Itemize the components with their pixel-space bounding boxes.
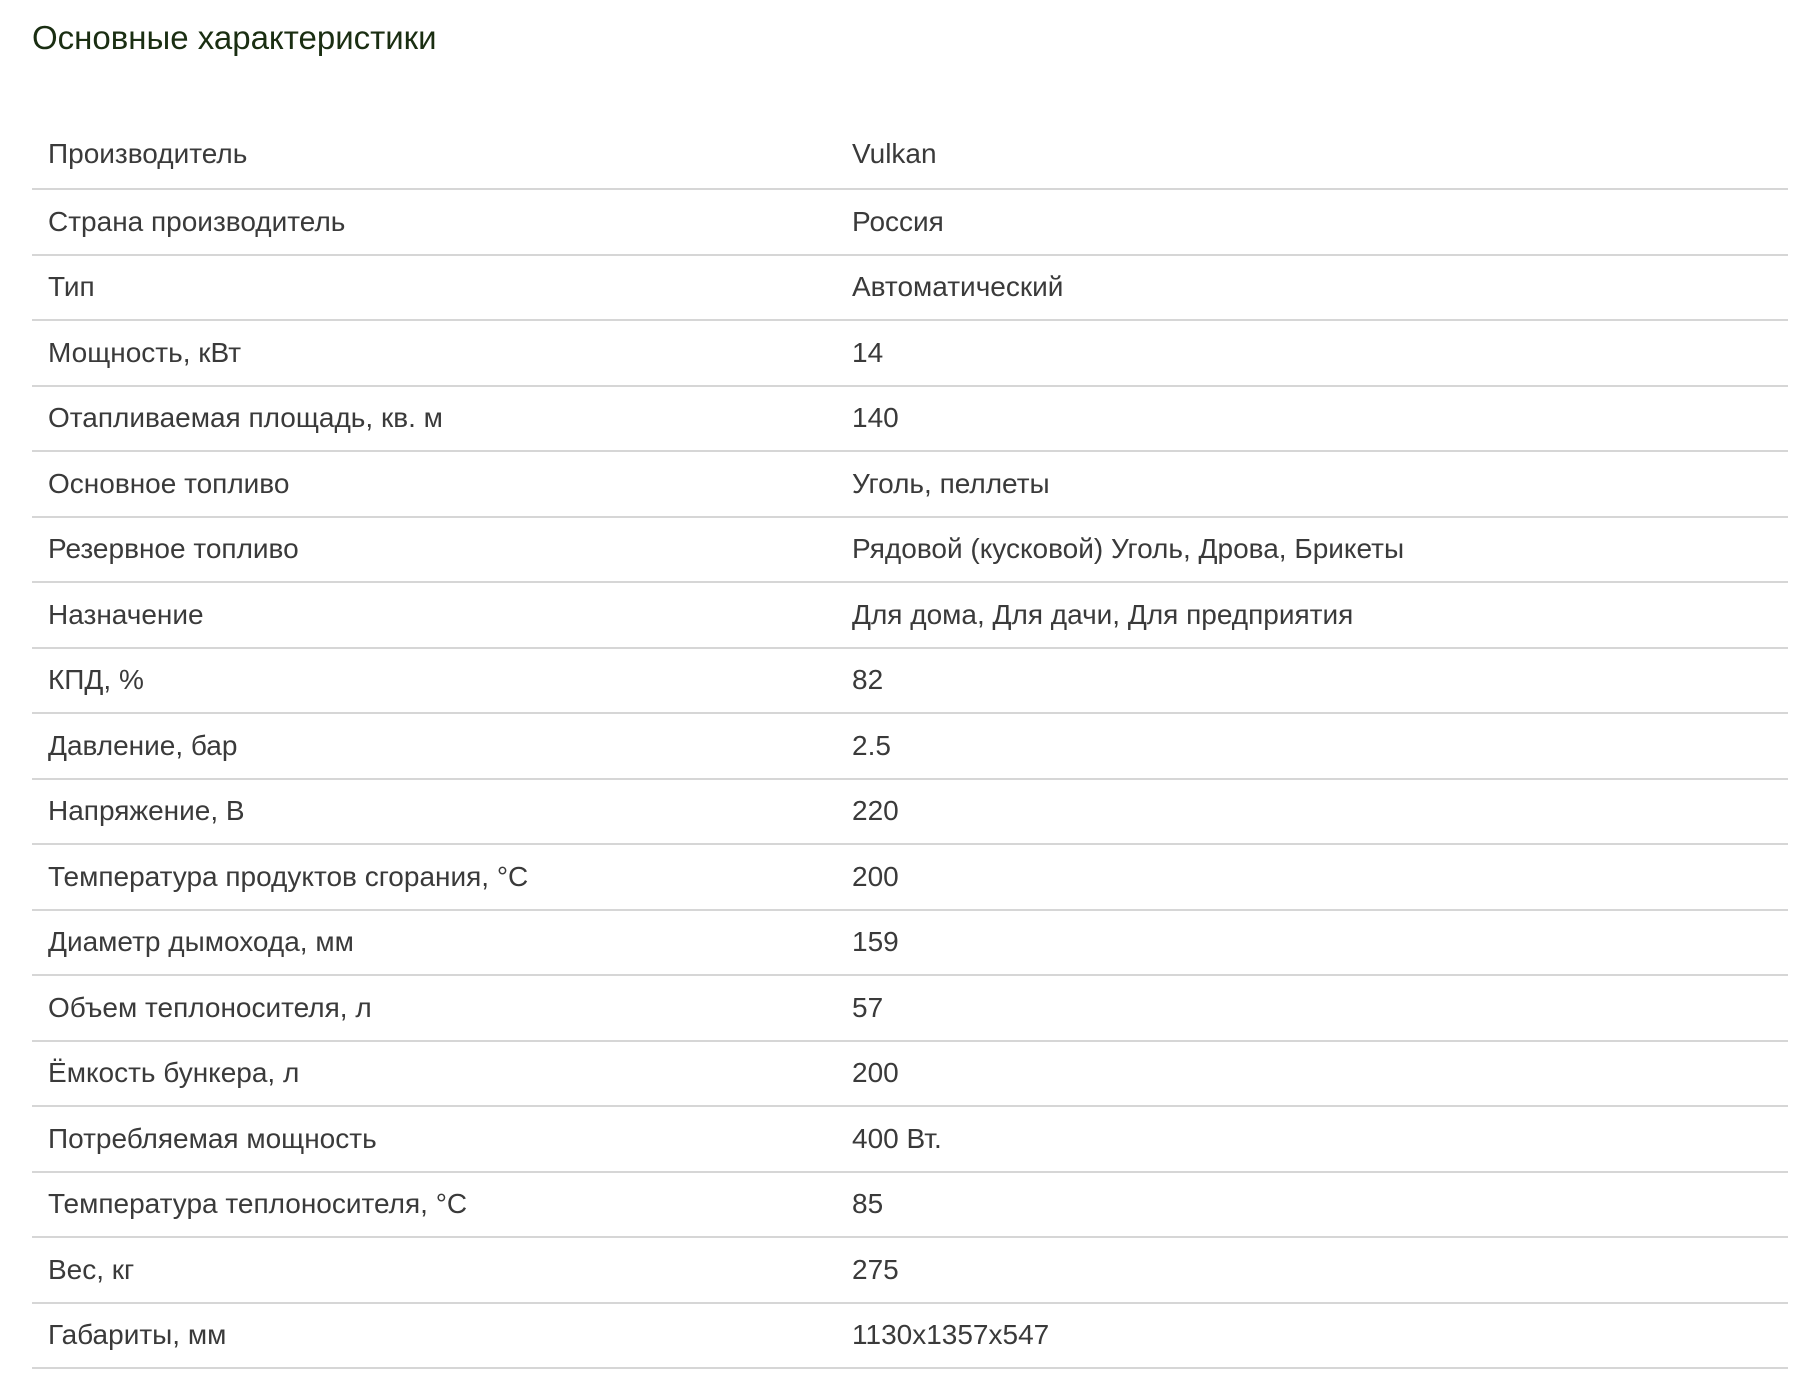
spec-value: 400 Вт. bbox=[852, 1122, 942, 1154]
spec-row bbox=[32, 976, 1788, 1042]
spec-label: Температура продуктов сгорания, °С bbox=[48, 860, 529, 892]
spec-value: Для дома, Для дачи, Для предприятия bbox=[852, 598, 1354, 630]
spec-label: Страна производитель bbox=[48, 205, 346, 237]
spec-row bbox=[32, 321, 1788, 387]
spec-label: КПД, % bbox=[48, 664, 144, 696]
spec-label: Резервное топливо bbox=[48, 533, 299, 565]
spec-value: Уголь, пеллеты bbox=[852, 467, 1050, 499]
spec-value: Рядовой (кусковой) Уголь, Дрова, Брикеты bbox=[852, 533, 1405, 565]
spec-value: 82 bbox=[852, 664, 884, 696]
spec-label: Назначение bbox=[48, 598, 204, 630]
spec-label: Объем теплоносителя, л bbox=[48, 991, 372, 1023]
spec-row bbox=[32, 583, 1788, 649]
spec-row bbox=[32, 256, 1788, 322]
spec-row bbox=[32, 387, 1788, 453]
spec-label: Диаметр дымохода, мм bbox=[48, 926, 354, 958]
spec-label: Ёмкость бункера, л bbox=[48, 1057, 300, 1089]
spec-row bbox=[32, 780, 1788, 846]
spec-value: 200 bbox=[852, 1057, 899, 1089]
spec-value: 1130x1357x547 bbox=[852, 1319, 1050, 1351]
spec-value: 159 bbox=[852, 926, 899, 958]
spec-row bbox=[32, 452, 1788, 518]
spec-row bbox=[32, 911, 1788, 977]
spec-row bbox=[32, 1238, 1788, 1304]
spec-label: Отапливаемая площадь, кв. м bbox=[48, 402, 443, 434]
spec-label: Мощность, кВт bbox=[48, 336, 242, 368]
spec-value: Vulkan bbox=[852, 138, 937, 169]
spec-value: 2.5 bbox=[852, 729, 891, 761]
spec-label: Основное топливо bbox=[48, 467, 290, 499]
spec-row bbox=[32, 190, 1788, 256]
spec-value: Россия bbox=[852, 205, 944, 237]
spec-value: 85 bbox=[852, 1188, 884, 1220]
spec-row bbox=[32, 1042, 1788, 1108]
spec-label: Давление, бар bbox=[48, 729, 238, 761]
spec-value: 14 bbox=[852, 336, 884, 368]
spec-value: 220 bbox=[852, 795, 899, 827]
spec-row bbox=[32, 1173, 1788, 1239]
spec-row bbox=[32, 518, 1788, 584]
spec-row bbox=[32, 1304, 1788, 1370]
spec-row bbox=[32, 714, 1788, 780]
specs-section bbox=[32, 0, 1788, 1369]
section-title: Основные характеристики bbox=[32, 19, 437, 56]
spec-label: Напряжение, В bbox=[48, 795, 245, 827]
spec-label: Потребляемая мощность bbox=[48, 1122, 377, 1154]
spec-value: 140 bbox=[852, 402, 899, 434]
spec-row bbox=[32, 1107, 1788, 1173]
spec-label: Температура теплоносителя, °С bbox=[48, 1188, 468, 1220]
spec-value: 57 bbox=[852, 991, 884, 1023]
spec-value: 200 bbox=[852, 860, 899, 892]
spec-value: Автоматический bbox=[852, 271, 1064, 303]
spec-label: Тип bbox=[48, 271, 95, 303]
spec-row bbox=[32, 845, 1788, 911]
spec-value: 275 bbox=[852, 1253, 899, 1285]
spec-label: Габариты, мм bbox=[48, 1319, 227, 1351]
spec-row bbox=[32, 649, 1788, 715]
spec-row bbox=[32, 134, 1788, 190]
spec-label: Вес, кг bbox=[48, 1253, 135, 1285]
spec-table bbox=[32, 134, 1788, 1369]
spec-label: Производитель bbox=[48, 138, 248, 169]
